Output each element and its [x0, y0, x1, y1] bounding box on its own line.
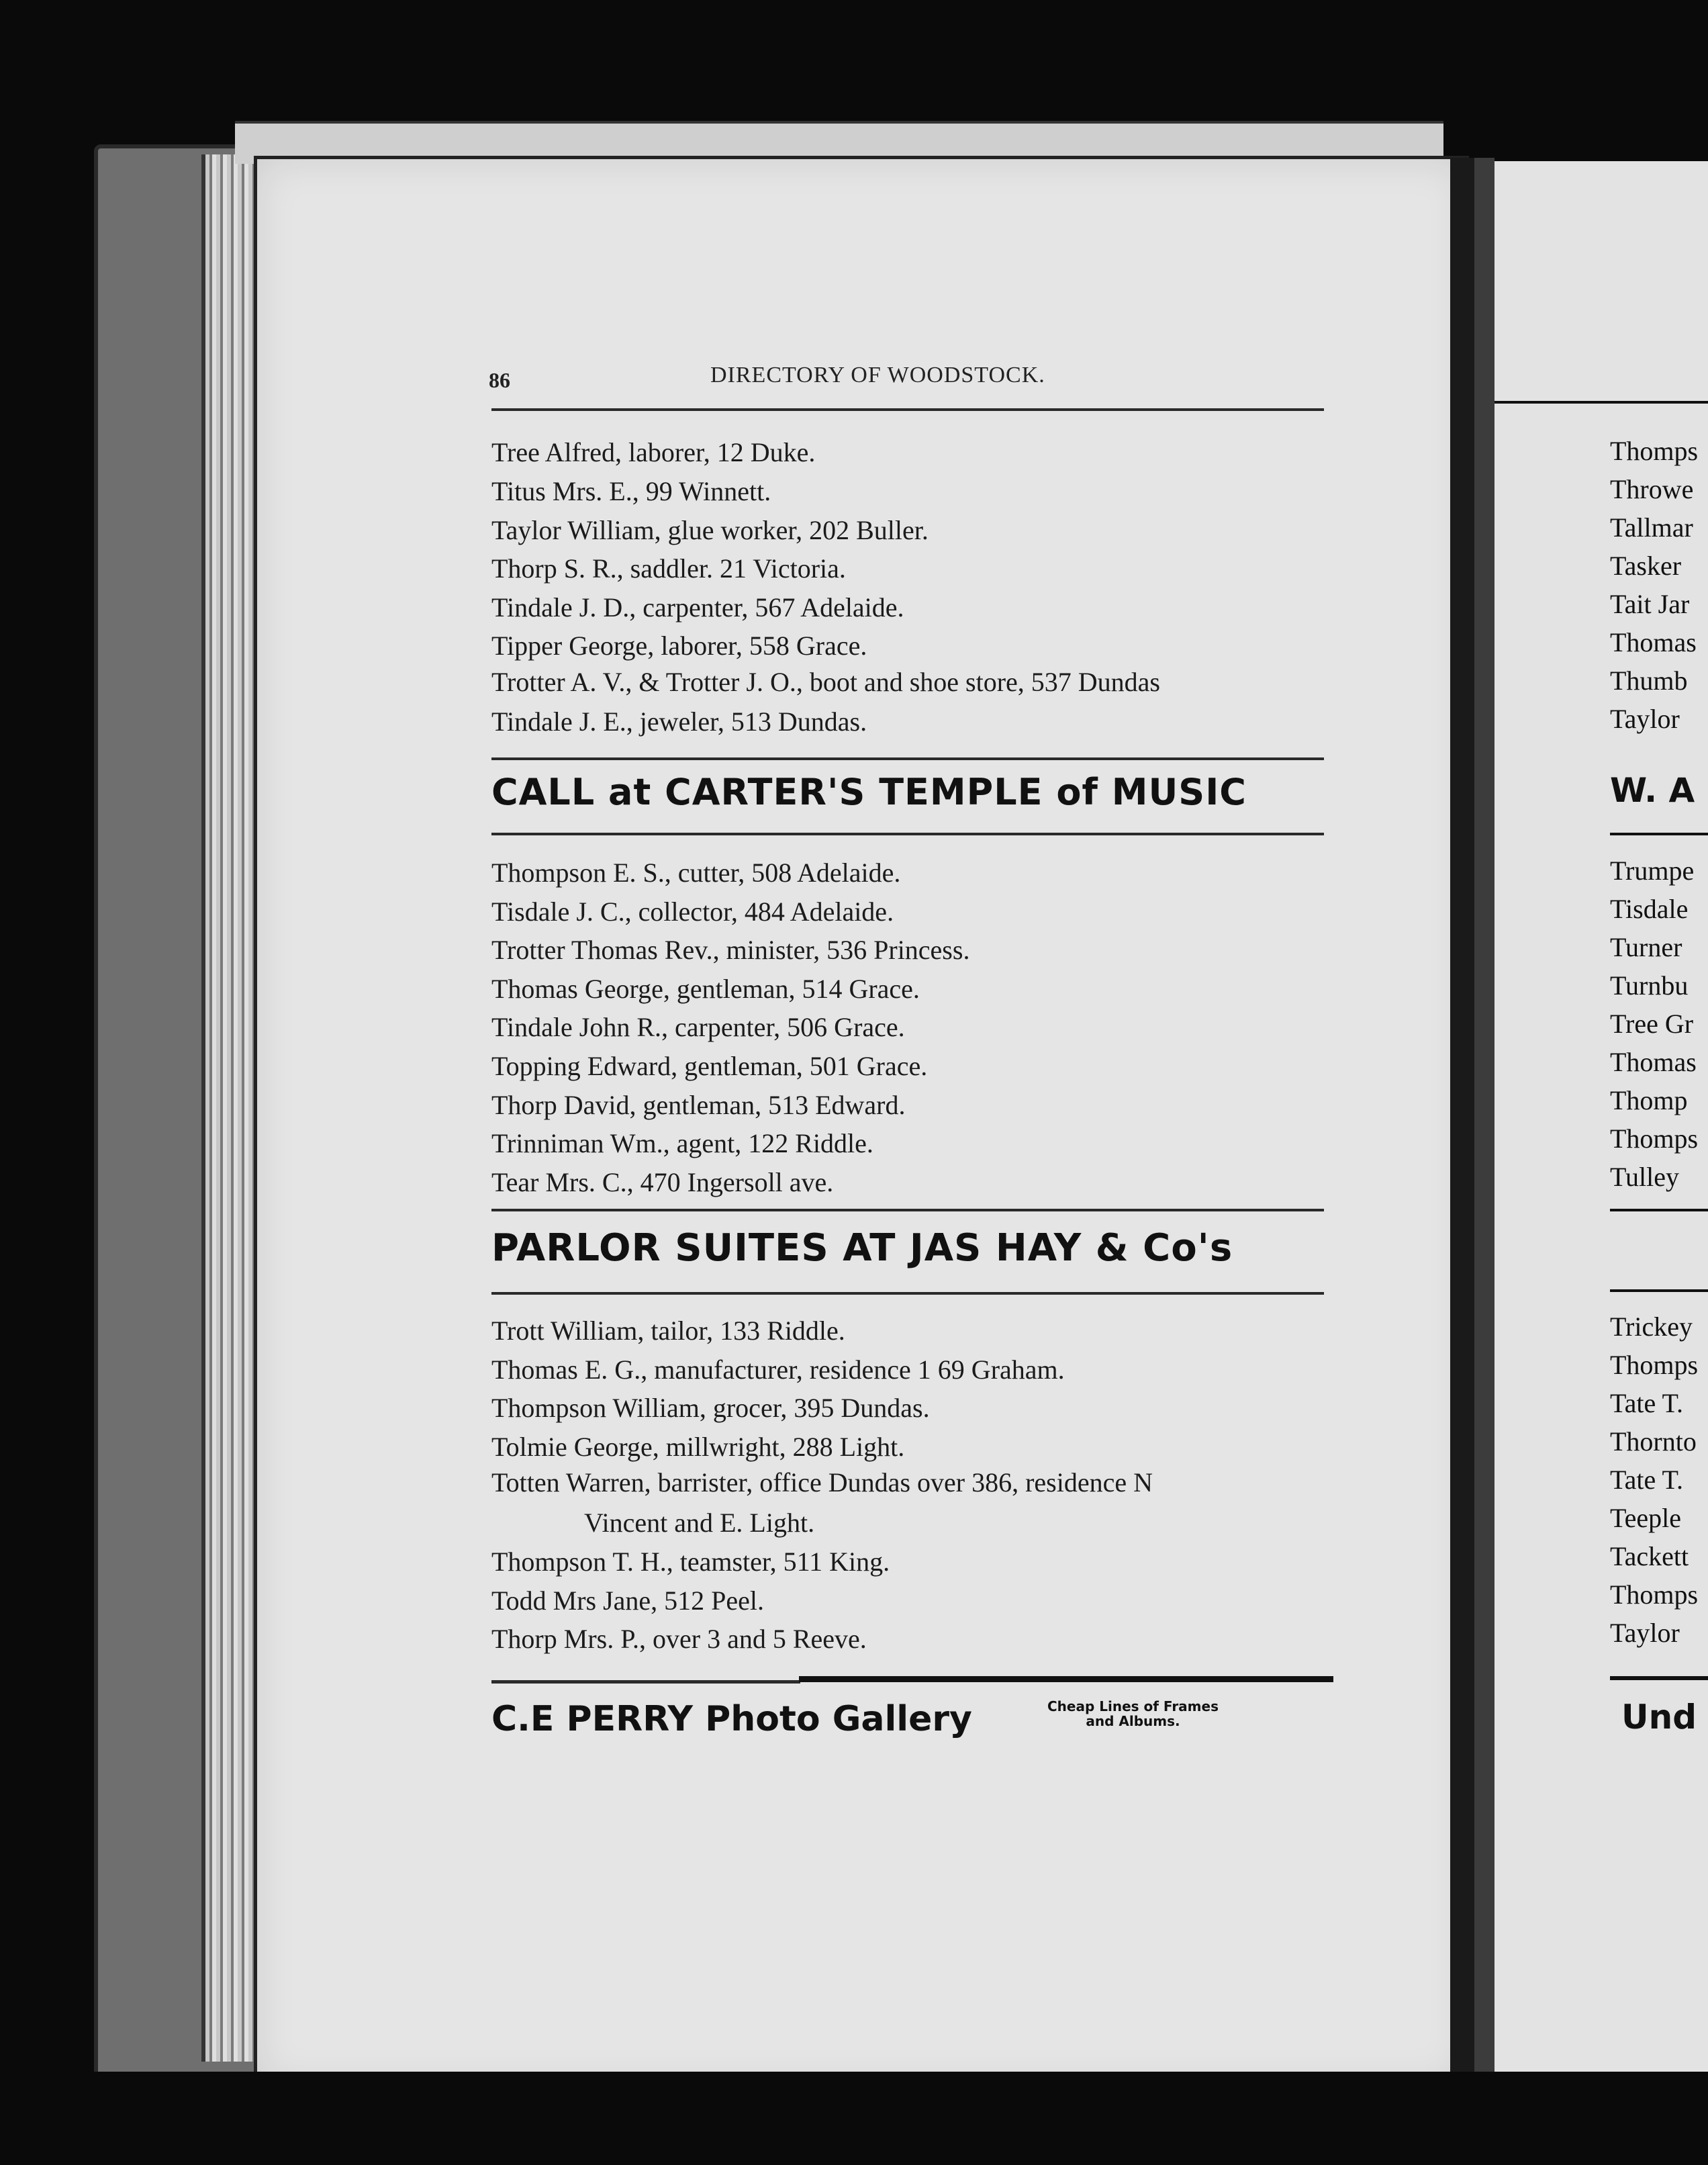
right-page-entry: Taylor [1610, 704, 1680, 734]
header-rule [491, 408, 1324, 411]
right-page-entry: Thomp [1610, 1085, 1688, 1115]
directory-entry: Taylor William, glue worker, 202 Buller. [491, 515, 929, 545]
directory-entry: Todd Mrs Jane, 512 Peel. [491, 1585, 765, 1616]
right-page-entry: Turner [1610, 932, 1682, 962]
directory-entry: Thorp Mrs. P., over 3 and 5 Reeve. [491, 1624, 867, 1654]
right-page-entry: Tate T. [1610, 1388, 1684, 1418]
scan-background-bottom [0, 2072, 1708, 2165]
right-page-entry: Tallmar [1610, 512, 1693, 543]
right-page-entry: Thomps [1610, 1123, 1699, 1154]
advertisement-perry: C.E PERRY Photo Gallery [491, 1699, 972, 1739]
right-page-entry: Thomas [1610, 627, 1697, 657]
advertisement-perry-tagline [1047, 1699, 1219, 1729]
directory-entry: Titus Mrs. E., 99 Winnett. [491, 476, 771, 506]
right-page-entry: Thomps [1610, 436, 1699, 466]
right-page-entry: Tackett [1610, 1541, 1689, 1571]
directory-entry: Trott William, tailor, 133 Riddle. [491, 1316, 845, 1346]
right-page-entry: Tisdale [1610, 894, 1689, 924]
page-number: 86 [489, 368, 510, 392]
directory-entry: Tear Mrs. C., 470 Ingersoll ave. [491, 1167, 834, 1197]
directory-entry: Thompson William, grocer, 395 Dundas. [491, 1393, 930, 1423]
right-page-entry: Thomas [1610, 1047, 1697, 1077]
tagline-line-2: and Albums. [1086, 1713, 1180, 1729]
running-head: DIRECTORY OF WOODSTOCK. [710, 363, 1045, 387]
divider-rule [491, 833, 1324, 835]
right-page-entry: Tulley [1610, 1162, 1680, 1192]
right-page-entry: Thomps [1610, 1579, 1699, 1610]
right-page-entry: Teeple [1610, 1503, 1682, 1533]
directory-entry: Totten Warren, barrister, office Dundas over 386, residence N [491, 1467, 1153, 1498]
advertisement-carter: CALL at CARTER'S TEMPLE of MUSIC [491, 771, 1247, 813]
right-page-entry: Turnbu [1610, 970, 1689, 1001]
right-page-entry: Tree Gr [1610, 1009, 1694, 1039]
directory-entry: Tisdale J. C., collector, 484 Adelaide. [491, 896, 894, 927]
right-page-entry: Thomps [1610, 1350, 1699, 1380]
directory-entry: Tindale John R., carpenter, 506 Grace. [491, 1012, 905, 1042]
right-page-rule [1610, 1289, 1708, 1292]
directory-entry: Thompson E. S., cutter, 508 Adelaide. [491, 858, 901, 888]
right-page-rule [1610, 1676, 1708, 1680]
directory-entry: Thorp David, gentleman, 513 Edward. [491, 1090, 906, 1120]
directory-entry: Tolmie George, millwright, 288 Light. [491, 1432, 905, 1462]
directory-entry: Trotter Thomas Rev., minister, 536 Princess. [491, 935, 970, 965]
right-page-entry: Throwe [1610, 474, 1694, 504]
divider-rule [491, 757, 1324, 760]
right-page-rule [1610, 1209, 1708, 1211]
directory-entry: Tindale J. D., carpenter, 567 Adelaide. [491, 592, 904, 623]
directory-entry: Tipper George, laborer, 558 Grace. [491, 631, 867, 661]
tagline-line-1: Cheap Lines of Frames [1047, 1698, 1219, 1714]
directory-entry: Thorp S. R., saddler. 21 Victoria. [491, 553, 846, 584]
right-page-advertisement: W. A [1610, 771, 1695, 810]
divider-thick-rule [799, 1676, 1333, 1682]
directory-entry: Topping Edward, gentleman, 501 Grace. [491, 1051, 928, 1081]
directory-entry: Tree Alfred, laborer, 12 Duke. [491, 437, 816, 467]
book-gutter-shadow [1474, 158, 1494, 2105]
right-page-rule [1610, 833, 1708, 835]
right-page-entry: Taylor [1610, 1618, 1680, 1648]
directory-entry: Thompson T. H., teamster, 511 King. [491, 1547, 890, 1577]
divider-rule [491, 1680, 800, 1684]
directory-entry-continuation: Vincent and E. Light. [584, 1508, 815, 1538]
divider-rule [491, 1292, 1324, 1295]
directory-entry: Thomas E. G., manufacturer, residence 1 69 Graham. [491, 1354, 1065, 1385]
book-gutter [1450, 158, 1477, 2105]
directory-entry: Trinniman Wm., agent, 122 Riddle. [491, 1128, 873, 1158]
left-page [254, 156, 1469, 2088]
divider-rule [491, 1209, 1324, 1211]
right-page-entry: Tasker [1610, 551, 1682, 581]
directory-entry: Trotter A. V., & Trotter J. O., boot and shoe store, 537 Dundas [491, 667, 1160, 697]
right-page-entry: Trumpe [1610, 856, 1695, 886]
directory-entry: Tindale J. E., jeweler, 513 Dundas. [491, 706, 867, 737]
advertisement-hay: PARLOR SUITES AT JAS HAY & Co's [491, 1226, 1233, 1270]
right-page-entry: Thumb [1610, 665, 1688, 696]
directory-entry: Thomas George, gentleman, 514 Grace. [491, 974, 920, 1004]
right-page-entry: Thornto [1610, 1426, 1697, 1457]
right-page-rule [1494, 401, 1708, 404]
right-page-entry: Tait Jar [1610, 589, 1690, 619]
right-page-entry: Trickey [1610, 1311, 1693, 1342]
right-page-advertisement: Und [1621, 1698, 1697, 1737]
right-page-entry: Tate T. [1610, 1465, 1684, 1495]
